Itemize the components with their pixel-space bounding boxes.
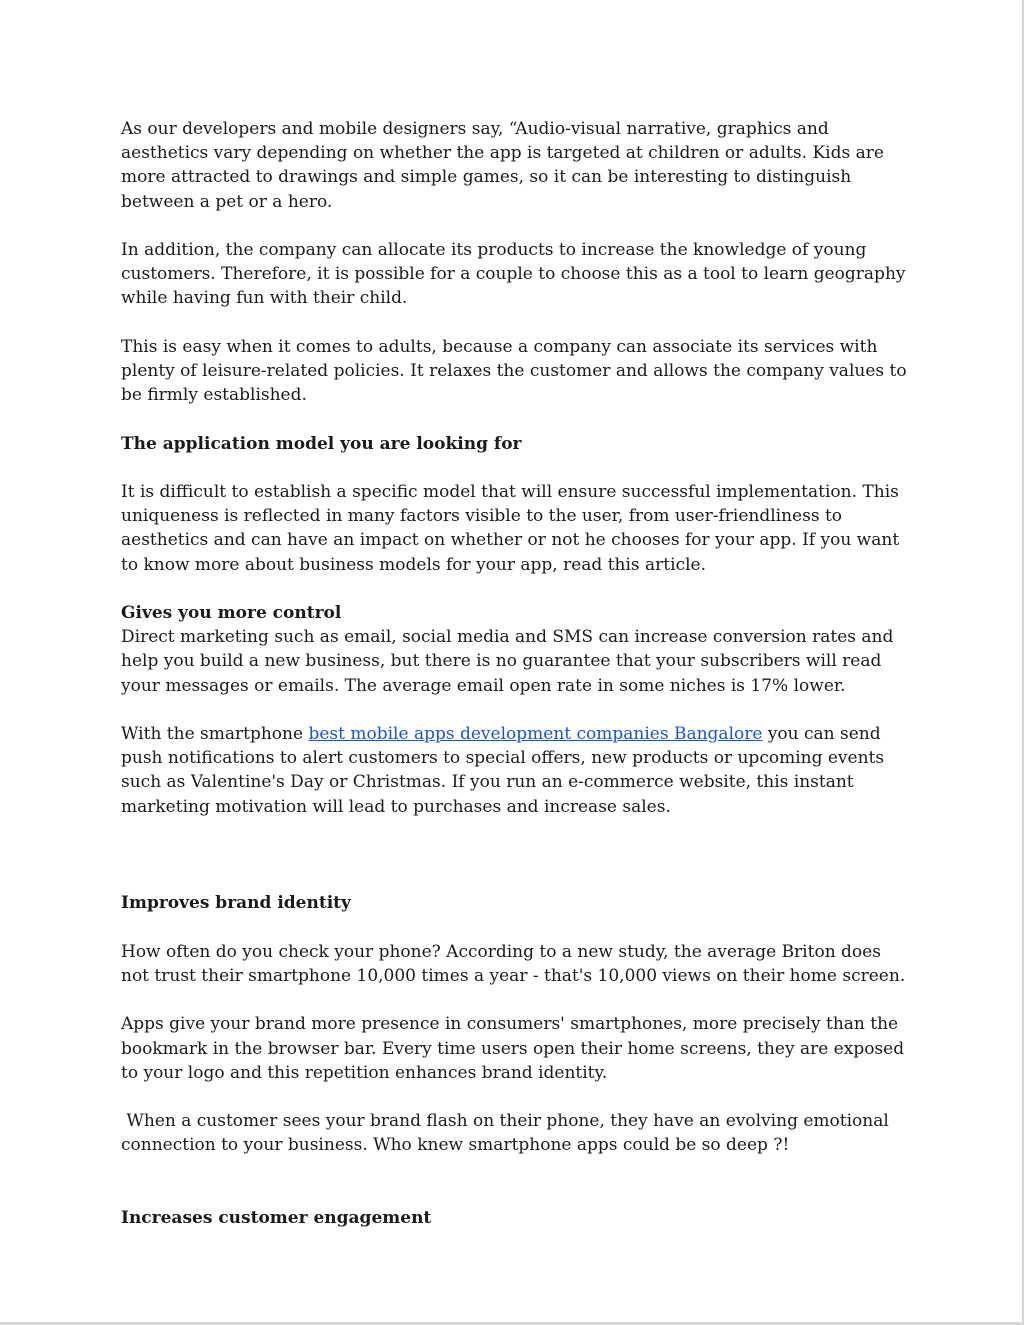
paragraph: This is easy when it comes to adults, because a company can associate its services with plenty of leisure-related policies. It relaxes the customer and allows the company values to be firmly established. [121, 336, 907, 406]
spacer [121, 843, 911, 891]
paragraph-text: you can send push notifications to alert customers to special offers, new products or upcoming events such as Valentine's Day or Christmas. If you run an e-commerce website, this instant marketing motivation will lead to purchases and increase sales. [121, 723, 885, 817]
section-heading: Increases customer engagement [121, 1207, 432, 1228]
spacer [121, 1182, 911, 1206]
paragraph: Apps give your brand more presence in consumers' smartphones, more precisely than the bookmark in the browser bar. Every time users open their home screens, they are exposed to your logo and this repetition enhances brand identity. [121, 1014, 905, 1083]
paragraph-with-link [121, 722, 911, 819]
paragraph: It is difficult to establish a specific model that will ensure successful implementation. This uniqueness is reflected in many factors visible to the user, from user-friendliness to aesthetics and can have an impact on whether or not he chooses for your app. If you want to know more about business models for your app, read this article. [121, 481, 900, 575]
paragraph-text: With the smartphone [121, 723, 309, 744]
paragraph: Direct marketing such as email, social media and SMS can increase conversion rates and help you build a new business, but there is no guarantee that your subscribers will read your messages or emails. The average email open rate in some niches is 17% lower. [121, 627, 894, 696]
section-heading: Gives you more control [121, 602, 342, 623]
paragraph: How often do you check your phone? According to a new study, the average Briton does not trust their smartphone 10,000 times a year - that's 10,000 views on their home screen. [121, 941, 906, 986]
paragraph: As our developers and mobile designers say, “Audio-visual narrative, graphics and aesthetics vary depending on whether the app is targeted at children or adults. Kids are more attracted to drawings and simple games, so it can be interesting to distinguish between a pet or a hero. [121, 119, 884, 212]
section-heading: Improves brand identity [121, 893, 351, 914]
document-body [121, 117, 911, 1254]
paragraph: In addition, the company can allocate its products to increase the knowledge of young customers. Therefore, it is possible for a couple to choose this as a tool to learn geography while having fun with their child. [121, 240, 906, 309]
section-heading: The application model you are looking for [121, 433, 522, 454]
bangalore-companies-link[interactable]: best mobile apps development companies Bangalore [308, 723, 763, 744]
paragraph: When a customer sees your brand flash on their phone, they have an evolving emotional connection to your business. Who knew smartphone apps could be so deep ?! [121, 1111, 895, 1156]
